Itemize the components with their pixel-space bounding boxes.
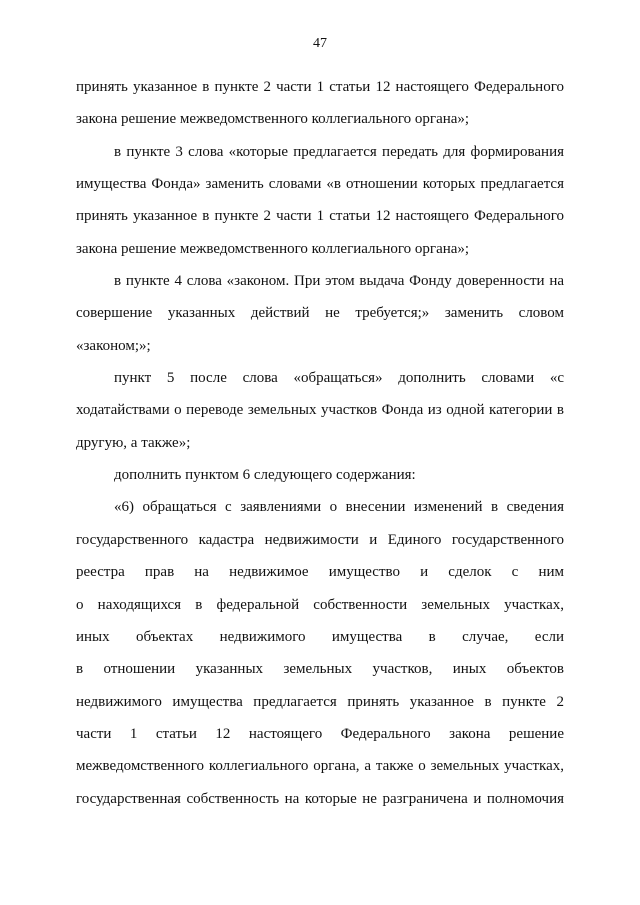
- text-line: закона решение межведомственного коллегиального органа»;: [76, 240, 470, 257]
- text-line: «6) обращаться с заявлениями о внесении изменений в сведения: [114, 499, 564, 516]
- text-line: государственного кадастра недвижимости и Единого государственного: [76, 531, 564, 548]
- text-line: недвижимого имущества предлагается принять указанное в пункте 2: [76, 693, 564, 710]
- text-line: другую, а также»;: [76, 434, 191, 451]
- text-line: ходатайствами о переводе земельных участков Фонда из одной категории в: [76, 402, 564, 419]
- text-line: о находящихся в федеральной собственности земельных участках,: [76, 596, 564, 613]
- text-line: в пункте 4 слова «законом. При этом выдача Фонду доверенности на: [114, 273, 564, 290]
- text-line: части 1 статьи 12 настоящего Федерального закона решение: [76, 725, 564, 742]
- text-line: государственная собственность на которые не разграничена и полномочия: [76, 790, 564, 807]
- text-line: в отношении указанных земельных участков, иных объектов: [76, 661, 564, 678]
- text-line: иных объектах недвижимого имущества в случае, если: [76, 628, 564, 645]
- text-line: реестра прав на недвижимое имущество и сделок с ним: [76, 564, 564, 581]
- text-line: в пункте 3 слова «которые предлагается передать для формирования: [114, 143, 564, 160]
- text-line: имущества Фонда» заменить словами «в отношении которых предлагается: [76, 176, 564, 193]
- text-line: принять указанное в пункте 2 части 1 статьи 12 настоящего Федерального: [76, 208, 564, 225]
- text-line: дополнить пунктом 6 следующего содержания:: [114, 467, 416, 484]
- text-line: принять указанное в пункте 2 части 1 статьи 12 настоящего Федерального: [76, 79, 564, 95]
- text-line: межведомственного коллегиального органа, а также о земельных участках,: [76, 758, 564, 775]
- text-line: совершение указанных действий не требуется;» заменить словом: [76, 305, 564, 322]
- text-line: закона решение межведомственного коллегиального органа»;: [76, 111, 470, 128]
- text-line: «законом;»;: [76, 337, 151, 354]
- page-number: 47: [313, 36, 327, 51]
- document-body: [76, 77, 564, 821]
- text-line: пункт 5 после слова «обращаться» дополнить словами «с: [114, 370, 564, 387]
